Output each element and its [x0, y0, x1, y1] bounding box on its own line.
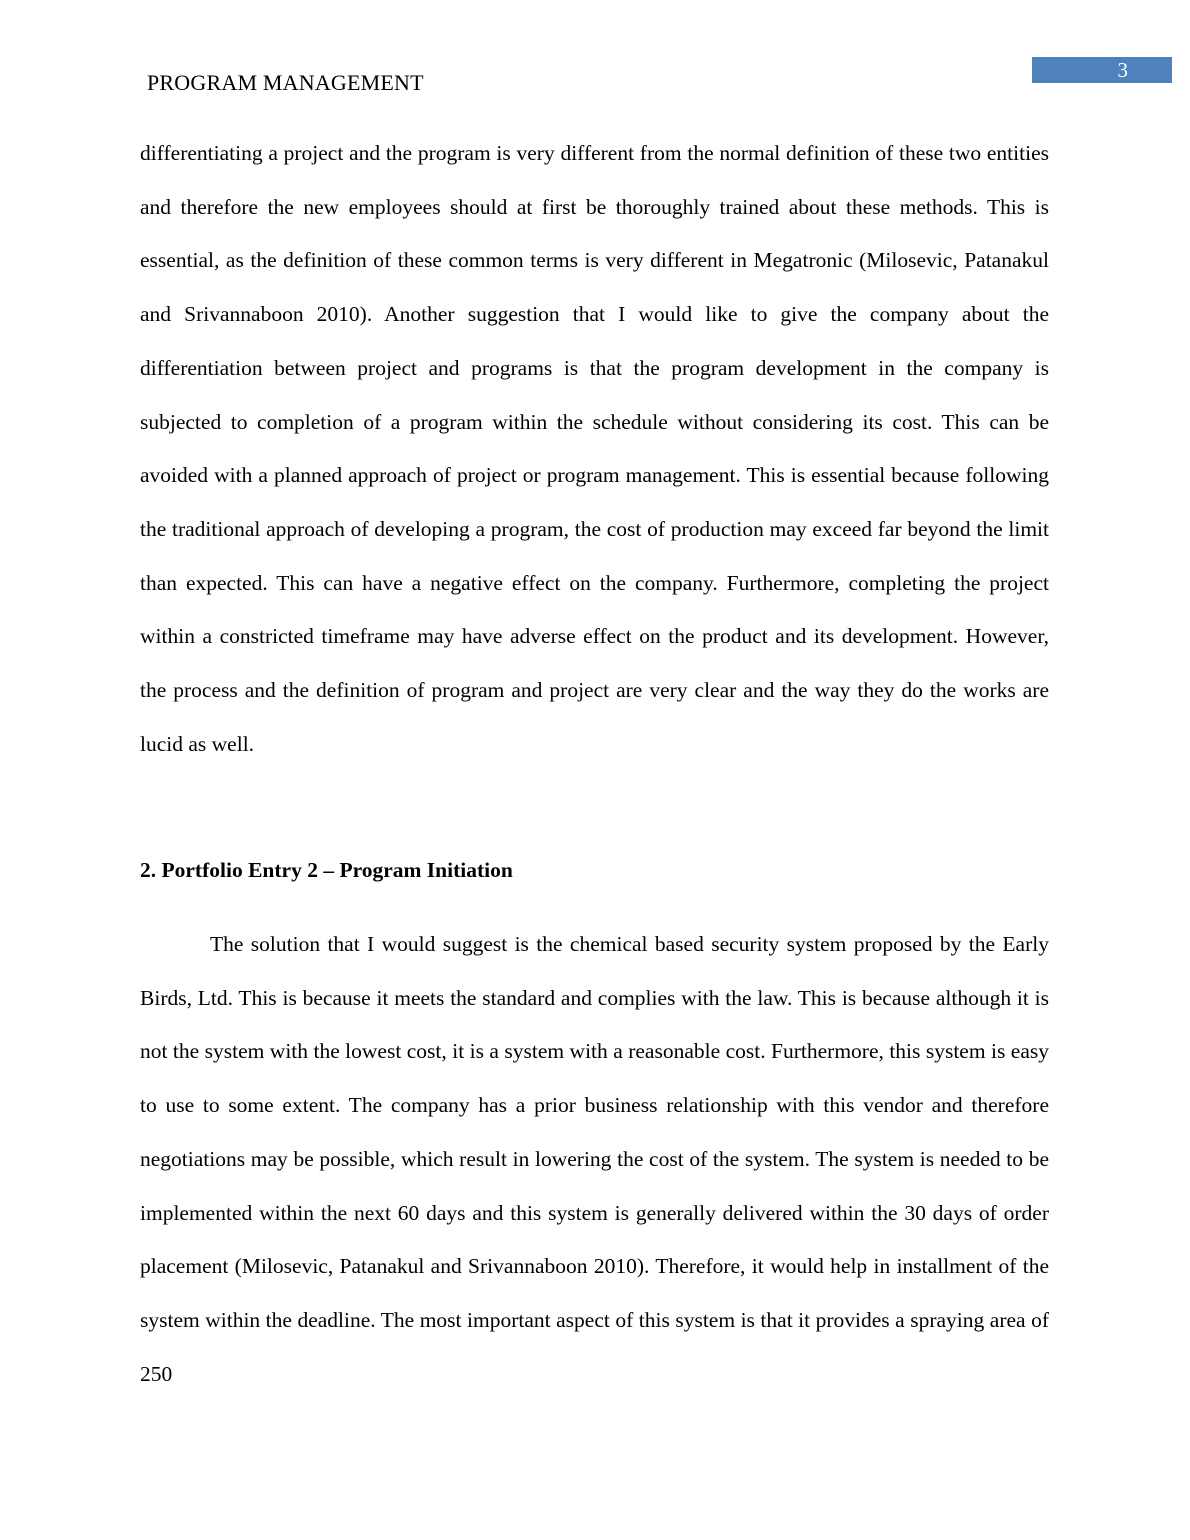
body-paragraph-2: The solution that I would suggest is the chemical based security system proposed by the Early Birds, Ltd. This is because it meets the standard and complies with the law. This is because although it is not the system with the lowest cost, it is a system with a reasonable cost. Furthermore, this system is easy to use to some extent. The company has a prior business relationship with this vendor and therefore negotiations may be possible, which result in lowering the cost of the system. The system is needed to be implemented within the next 60 days and this system is generally delivered within the 30 days of order placement (Milosevic, Patanakul and Srivannaboon 2010). Therefore, it would help in installment of the system within the deadline. The most important aspect of this system is that it provides a spraying area of 250: [140, 932, 1049, 1386]
section-heading: 2. Portfolio Entry 2 – Program Initiation: [140, 858, 513, 882]
page-number-badge: [1032, 57, 1172, 83]
body-paragraph-1: differentiating a project and the program is very different from the normal definition of these two entities and therefore the new employees should at first be thoroughly trained about these methods. This is essential, as the definition of these common terms is very different in Megatronic (Milosevic, Patanakul and Srivannaboon 2010). Another suggestion that I would like to give the company about the differentiation between project and programs is that the program development in the company is subjected to completion of a program within the schedule without considering its cost. This can be avoided with a planned approach of project or program management. This is essential because following the traditional approach of developing a program, the cost of production may exceed far beyond the limit than expected. This can have a negative effect on the company. Furthermore, completing the project within a constricted timeframe may have adverse effect on the product and its development. However, the process and the definition of program and project are very clear and the way they do the works are lucid as well.: [140, 141, 1049, 756]
running-head: PROGRAM MANAGEMENT: [147, 70, 424, 95]
page-number: 3: [1117, 58, 1128, 82]
